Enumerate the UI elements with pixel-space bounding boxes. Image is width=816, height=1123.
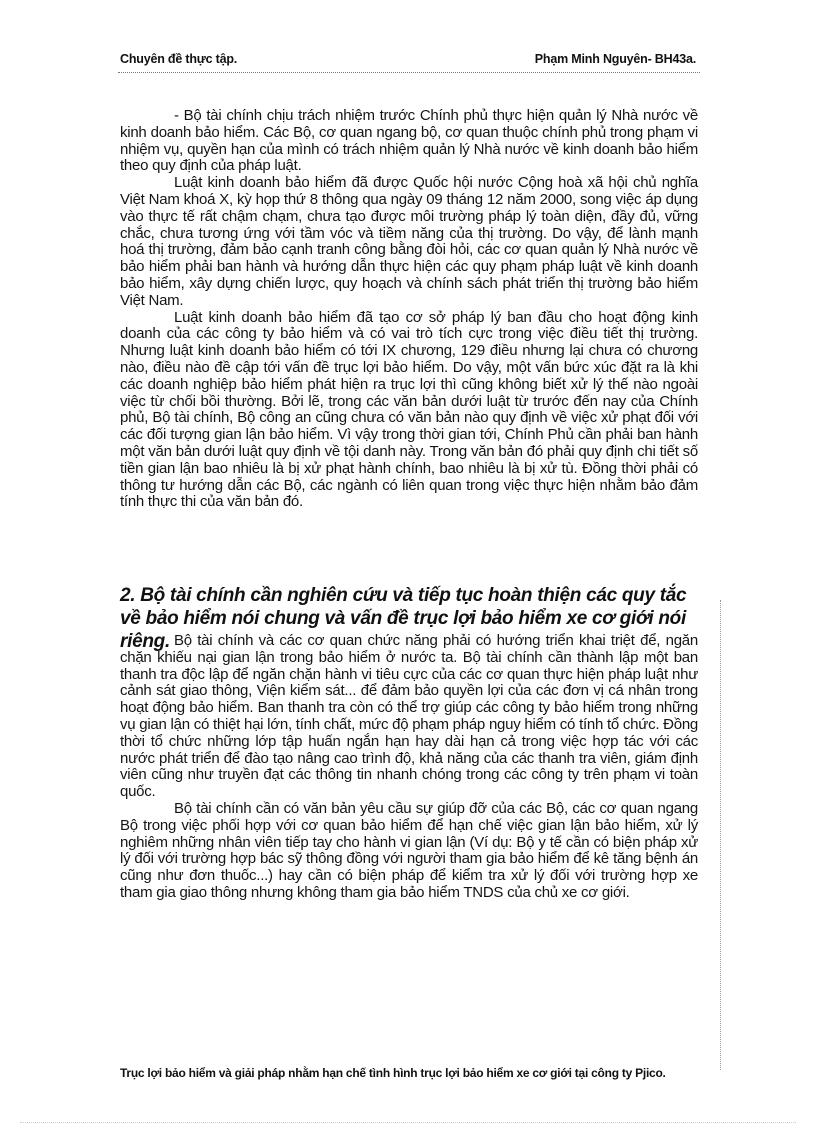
page-header: [120, 52, 696, 66]
paragraph: - Bộ tài chính chịu trách nhiệm trước Chính phủ thực hiện quản lý Nhà nước về kinh doanh bảo hiểm. Các Bộ, cơ quan ngang bộ, cơ quan thuộc chính phủ trong phạm vi nhiệm vụ, quyền hạn của mình có trách nhiệm quản lý Nhà nước về kinh doanh bảo hiểm theo quy định của pháp luật.: [120, 107, 698, 175]
header-left-title: Chuyên đề thực tập.: [120, 52, 238, 66]
body-section-top: [120, 108, 698, 511]
margin-rule: [720, 600, 721, 1070]
paragraph: Luật kinh doanh bảo hiểm đã tạo cơ sở pháp lý ban đầu cho hoạt động kinh doanh của các công ty bảo hiểm và có vai trò tích cực trong việc điều tiết thị trường. Nhưng luật kinh doanh bảo hiểm có tới IX chương, 129 điều nhưng lại chưa có chương nào, điều nào đề cập tới vấn đề trục lợi bảo hiểm. Do vậy, một vấn bức xúc đặt ra là khi các doanh nghiệp bảo hiểm phát hiện ra trục lợi thì cũng không biết xử lý thế nào ngoài việc từ chối bồi thường. Bởi lẽ, trong các văn bản dưới luật từ trước đến nay của Chính phủ, Bộ tài chính, Bộ công an cũng chưa có văn bản nào quy định về việc xử phạt đối với các đối tượng gian lận bảo hiểm. Vì vậy trong thời gian tới, Chính Phủ cần phải ban hành một văn bản dưới luật quy định về tội danh này. Trong văn bản đó phải quy định chi tiết số tiền gian lận bao nhiêu là bị xử phạt hành chính, bao nhiêu là bị xử tù. Đồng thời phải có thông tư hướng dẫn các Bộ, các ngành có liên quan trong việc thực hiện nhằm bảo đảm tính thực thi của văn bản đó.: [120, 308, 698, 511]
body-section-bottom: [120, 633, 698, 902]
page-footer: Trục lợi bảo hiểm và giải pháp nhằm hạn chế tình hình trục lợi bảo hiểm xe cơ giới tại công ty Pjico.: [120, 1066, 666, 1080]
paragraph: Luật kinh doanh bảo hiểm đã được Quốc hội nước Cộng hoà xã hội chủ nghĩa Việt Nam khoá X, kỳ họp thứ 8 thông qua ngày 09 tháng 12 năm 2000, song việc áp dụng vào thực tế rất chậm chạm, chưa tạo được môi trường pháp lý toàn diện, đầy đủ, vững chắc, chưa tương ứng với tầm vóc và tiềm năng của thị trường. Do vậy, để lành mạnh hoá thị trường, đảm bảo cạnh tranh công bằng đòi hỏi, các cơ quan quản lý Nhà nước về bảo hiểm phải ban hành và hướng dẫn thực hiện các quy phạm pháp luật về kinh doanh bảo hiểm, xây dựng chiến lược, quy hoạch và chính sách phát triển thị trường bảo hiểm Việt Nam.: [120, 174, 698, 309]
paragraph: Bộ tài chính cần có văn bản yêu cầu sự giúp đỡ của các Bộ, các cơ quan ngang Bộ trong việc phối hợp với cơ quan bảo hiểm để hạn chế việc gian lận bảo hiểm, xử lý nghiêm những nhân viên tiếp tay cho hành vi gian lận (Ví dụ: Bộ y tế cần có biện pháp xử lý đối với trường hợp bác sỹ thông đồng với người tham gia bảo hiểm để kê tăng bệnh án cũng như đơn thuốc...) hay cần có biện pháp để kiểm tra xử lý đối với trường hợp xe tham gia giao thông nhưng không tham gia bảo hiểm TNDS của chủ xe cơ giới.: [120, 799, 698, 901]
paragraph: Bộ tài chính và các cơ quan chức năng phải có hướng triển khai triệt để, ngăn chặn khiếu nại gian lận trong bảo hiểm ở nước ta. Bộ tài chính cần thành lập một ban thanh tra độc lập để ngăn chặn hành vi tiêu cực của các cơ quan thực hiện pháp luật như cảnh sát giao thông, Viện kiểm sát... để đảm bảo quyền lợi của các đơn vị cá nhân trong hoạt động bảo hiểm. Ban thanh tra còn có thể trợ giúp các công ty bảo hiểm trong những vụ gian lận có thiệt hại lớn, tính chất, mức độ phạm pháp nguy hiểm có tính tổ chức. Đồng thời tổ chức những lớp tập huấn ngắn hạn hay dài hạn cả trong việc hợp tác với các nước phát triển để đào tạo nâng cao trình độ, khả năng của các thanh tra viên, giám định viên cũng như truyền đạt các thông tin nhanh chóng trong các công ty trên phạm vi toàn quốc.: [120, 632, 699, 801]
section-heading: 2. Bộ tài chính cần nghiên cứu và tiếp tục hoàn thiện các quy tắc về bảo hiểm nói chung và vấn đề trục lợi bảo hiểm xe cơ giới nói riêng.: [120, 585, 687, 652]
header-right-author: Phạm Minh Nguyên- BH43a.: [534, 52, 696, 66]
header-divider: [118, 72, 700, 73]
